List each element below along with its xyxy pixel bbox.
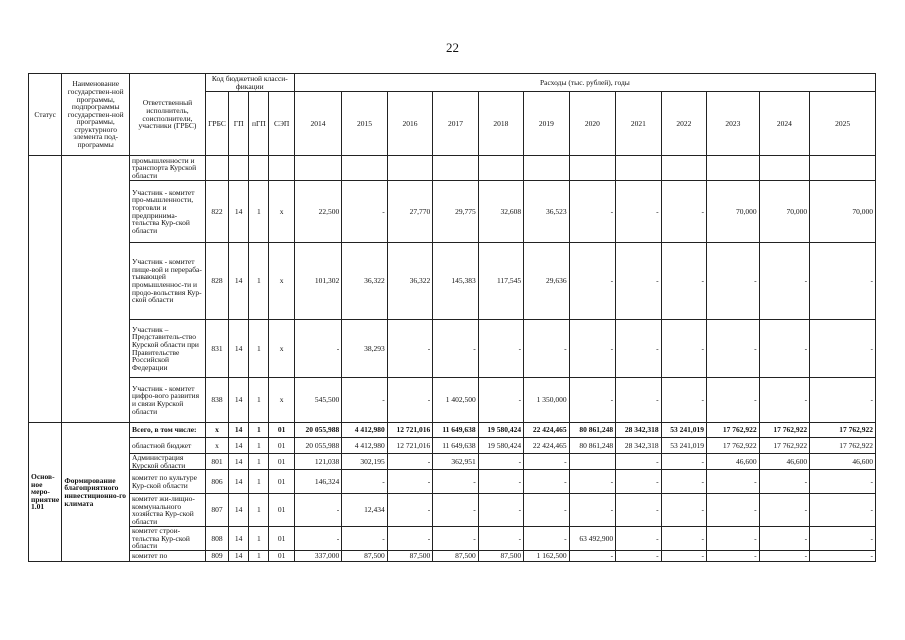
value-cell: - <box>387 494 432 527</box>
value-cell: - <box>294 320 342 378</box>
budget-table <box>28 73 876 562</box>
grbs-cell: х <box>205 438 228 454</box>
value-cell: 29,636 <box>524 243 569 320</box>
value-cell: - <box>661 243 706 320</box>
value-cell: 28 342,318 <box>616 438 661 454</box>
status-cell <box>29 156 62 423</box>
grbs-cell: 831 <box>205 320 228 378</box>
value-cell: 63 492,900 <box>569 527 615 551</box>
value-cell: - <box>569 494 615 527</box>
value-cell: - <box>810 378 876 423</box>
value-cell: 12 721,016 <box>387 423 432 438</box>
header-year: 2020 <box>569 92 615 156</box>
value-cell: - <box>433 527 478 551</box>
table-row <box>29 454 876 470</box>
value-cell: - <box>661 494 706 527</box>
participant-cell: Участник - комитет пище-вой и перераба-тывающей промышленнос-ти и продо-вольствия Кур-ской области <box>130 243 206 320</box>
value-cell: - <box>810 320 876 378</box>
value-cell <box>707 156 760 181</box>
value-cell: - <box>524 470 569 494</box>
value-cell: - <box>616 550 661 561</box>
grbs-cell: 809 <box>205 550 228 561</box>
sep-cell: х <box>269 243 294 320</box>
value-cell: - <box>387 454 432 470</box>
value-cell <box>387 156 432 181</box>
value-cell: 29,775 <box>433 181 478 243</box>
table-row <box>29 378 876 423</box>
value-cell: - <box>433 320 478 378</box>
value-cell: - <box>810 470 876 494</box>
value-cell: - <box>342 181 387 243</box>
value-cell: - <box>616 181 661 243</box>
value-cell <box>810 156 876 181</box>
sep-cell: 01 <box>269 438 294 454</box>
gp-cell <box>229 156 249 181</box>
value-cell: 80 861,248 <box>569 438 615 454</box>
gp-cell: 14 <box>229 527 249 551</box>
value-cell: - <box>661 470 706 494</box>
value-cell <box>569 454 615 470</box>
value-cell: - <box>707 550 760 561</box>
value-cell: 22 424,465 <box>524 438 569 454</box>
value-cell <box>524 156 569 181</box>
value-cell: 70,000 <box>759 181 810 243</box>
header-year: 2022 <box>661 92 706 156</box>
value-cell: 146,324 <box>294 470 342 494</box>
participant-cell: областной бюджет <box>130 438 206 454</box>
value-cell: - <box>433 494 478 527</box>
header-code: СЭП <box>269 92 294 156</box>
value-cell: - <box>569 470 615 494</box>
grbs-cell: 838 <box>205 378 228 423</box>
value-cell: 145,383 <box>433 243 478 320</box>
value-cell: - <box>810 494 876 527</box>
value-cell: - <box>387 470 432 494</box>
table-row <box>29 438 876 454</box>
value-cell: - <box>661 454 706 470</box>
header-status: Статус <box>29 74 62 156</box>
value-cell: 17 762,922 <box>810 438 876 454</box>
value-cell: 36,322 <box>342 243 387 320</box>
value-cell: 545,500 <box>294 378 342 423</box>
participant-cell: промышленности и транспорта Курской области <box>130 156 206 181</box>
participant-cell: Администрация Курской области <box>130 454 206 470</box>
value-cell: - <box>759 494 810 527</box>
program-name-cell <box>62 156 130 423</box>
value-cell: - <box>569 320 615 378</box>
value-cell: - <box>759 550 810 561</box>
value-cell: 337,000 <box>294 550 342 561</box>
value-cell: - <box>524 494 569 527</box>
table-row <box>29 320 876 378</box>
grbs-cell: 822 <box>205 181 228 243</box>
value-cell: - <box>616 378 661 423</box>
value-cell: 28 342,318 <box>616 423 661 438</box>
value-cell: - <box>759 320 810 378</box>
value-cell: 117,545 <box>478 243 523 320</box>
value-cell: 101,302 <box>294 243 342 320</box>
value-cell: 70,000 <box>810 181 876 243</box>
gp-cell: 14 <box>229 378 249 423</box>
value-cell: 38,293 <box>342 320 387 378</box>
value-cell <box>478 156 523 181</box>
sep-cell: 01 <box>269 527 294 551</box>
value-cell: - <box>661 320 706 378</box>
grbs-cell: х <box>205 423 228 438</box>
value-cell: 87,500 <box>478 550 523 561</box>
pgp-cell: 1 <box>249 550 269 561</box>
value-cell: - <box>661 550 706 561</box>
page-number: 22 <box>446 40 459 55</box>
value-cell: - <box>387 527 432 551</box>
value-cell: - <box>342 378 387 423</box>
grbs-cell <box>205 156 228 181</box>
participant-cell: комитет жи-лищно-коммунального хозяйства Кур-ской области <box>130 494 206 527</box>
sep-cell: 01 <box>269 494 294 527</box>
value-cell: 46,600 <box>707 454 760 470</box>
value-cell: - <box>810 550 876 561</box>
header-expenses-group: Расходы (тыс. рублей), годы <box>294 74 875 92</box>
gp-cell: 14 <box>229 423 249 438</box>
sep-cell: х <box>269 378 294 423</box>
table-row <box>29 181 876 243</box>
value-cell: 4 412,980 <box>342 438 387 454</box>
value-cell: 302,195 <box>342 454 387 470</box>
grbs-cell: 801 <box>205 454 228 470</box>
pgp-cell: 1 <box>249 470 269 494</box>
sep-cell: х <box>269 181 294 243</box>
participant-cell: комитет строи-тельства Кур-ской области <box>130 527 206 551</box>
participant-cell: Участник - комитет про-мышленности, торговли и предпринима-тельства Кур-ской области <box>130 181 206 243</box>
value-cell: - <box>478 320 523 378</box>
value-cell: 46,600 <box>810 454 876 470</box>
header-code: пГП <box>249 92 269 156</box>
value-cell: 17 762,922 <box>759 423 810 438</box>
value-cell: 20 055,988 <box>294 438 342 454</box>
value-cell: 4 412,980 <box>342 423 387 438</box>
value-cell <box>569 156 615 181</box>
participant-cell: комитет по культуре Кур-ской области <box>130 470 206 494</box>
value-cell: - <box>433 470 478 494</box>
value-cell: - <box>342 527 387 551</box>
value-cell <box>433 156 478 181</box>
value-cell: - <box>616 470 661 494</box>
value-cell: 17 762,922 <box>707 423 760 438</box>
gp-cell: 14 <box>229 470 249 494</box>
sep-cell <box>269 156 294 181</box>
value-cell: 80 861,248 <box>569 423 615 438</box>
header-year: 2016 <box>387 92 432 156</box>
header-code: ГРБС <box>205 92 228 156</box>
value-cell: - <box>569 243 615 320</box>
gp-cell: 14 <box>229 494 249 527</box>
value-cell: 1 162,500 <box>524 550 569 561</box>
pgp-cell: 1 <box>249 438 269 454</box>
pgp-cell: 1 <box>249 378 269 423</box>
value-cell: 46,600 <box>759 454 810 470</box>
value-cell: - <box>759 378 810 423</box>
gp-cell: 14 <box>229 181 249 243</box>
header-code: ГП <box>229 92 249 156</box>
header-year: 2025 <box>810 92 876 156</box>
gp-cell: 14 <box>229 438 249 454</box>
value-cell: - <box>524 454 569 470</box>
grbs-cell: 808 <box>205 527 228 551</box>
sep-cell: 01 <box>269 454 294 470</box>
grbs-cell: 807 <box>205 494 228 527</box>
pgp-cell: 1 <box>249 527 269 551</box>
header-year: 2021 <box>616 92 661 156</box>
header-program-name: Наименование государствен-ной программы, подпрограммы государствен-ной программы, структурного элемента под-программы <box>62 74 130 156</box>
value-cell: 36,523 <box>524 181 569 243</box>
pgp-cell <box>249 156 269 181</box>
value-cell: 12 721,016 <box>387 438 432 454</box>
sep-cell: 01 <box>269 423 294 438</box>
value-cell: 53 241,019 <box>661 438 706 454</box>
value-cell: - <box>759 470 810 494</box>
value-cell: - <box>387 320 432 378</box>
header-responsible: Ответственный исполнитель, соисполнители, участники (ГРБС) <box>130 74 206 156</box>
value-cell: - <box>478 494 523 527</box>
value-cell: - <box>616 454 661 470</box>
value-cell: - <box>478 378 523 423</box>
value-cell: 70,000 <box>707 181 760 243</box>
value-cell <box>661 156 706 181</box>
value-cell: 362,951 <box>433 454 478 470</box>
value-cell: - <box>342 470 387 494</box>
value-cell: 53 241,019 <box>661 423 706 438</box>
value-cell <box>342 156 387 181</box>
status-cell: Основ-ное меро-приятие 1.01 <box>29 423 62 562</box>
participant-cell: комитет по <box>130 550 206 561</box>
pgp-cell: 1 <box>249 454 269 470</box>
gp-cell: 14 <box>229 243 249 320</box>
value-cell: - <box>707 320 760 378</box>
sep-cell: 01 <box>269 550 294 561</box>
table-row <box>29 494 876 527</box>
value-cell: - <box>661 181 706 243</box>
value-cell: 27,770 <box>387 181 432 243</box>
value-cell: - <box>707 378 760 423</box>
value-cell: - <box>478 470 523 494</box>
value-cell: - <box>707 470 760 494</box>
header-year: 2024 <box>759 92 810 156</box>
value-cell: 22,500 <box>294 181 342 243</box>
value-cell: - <box>569 378 615 423</box>
value-cell: 121,038 <box>294 454 342 470</box>
sep-cell: х <box>269 320 294 378</box>
value-cell: - <box>478 527 523 551</box>
header-year: 2017 <box>433 92 478 156</box>
program-name-cell: Формирование благоприятного инвестиционно-го климата <box>62 423 130 562</box>
value-cell: - <box>707 527 760 551</box>
value-cell: - <box>387 378 432 423</box>
value-cell: 1 402,500 <box>433 378 478 423</box>
grbs-cell: 806 <box>205 470 228 494</box>
value-cell <box>294 156 342 181</box>
value-cell: - <box>478 454 523 470</box>
header-code-group: Код бюджетной класси-фикации <box>205 74 294 92</box>
value-cell: - <box>810 527 876 551</box>
value-cell: 17 762,922 <box>759 438 810 454</box>
pgp-cell: 1 <box>249 243 269 320</box>
gp-cell: 14 <box>229 550 249 561</box>
participant-cell: Участник - комитет цифро-вого развития и связи Курской области <box>130 378 206 423</box>
sep-cell: 01 <box>269 470 294 494</box>
value-cell: 11 649,638 <box>433 423 478 438</box>
value-cell: 32,608 <box>478 181 523 243</box>
value-cell: - <box>759 243 810 320</box>
pgp-cell: 1 <box>249 320 269 378</box>
table-row <box>29 550 876 561</box>
value-cell: 20 055,988 <box>294 423 342 438</box>
table-row <box>29 527 876 551</box>
value-cell: - <box>524 320 569 378</box>
header-year: 2015 <box>342 92 387 156</box>
pgp-cell: 1 <box>249 423 269 438</box>
header-year: 2018 <box>478 92 523 156</box>
value-cell: 22 424,465 <box>524 423 569 438</box>
gp-cell: 14 <box>229 454 249 470</box>
value-cell: - <box>294 494 342 527</box>
value-cell: 17 762,922 <box>810 423 876 438</box>
value-cell: 87,500 <box>433 550 478 561</box>
value-cell: - <box>294 527 342 551</box>
table-row <box>29 470 876 494</box>
value-cell: - <box>759 527 810 551</box>
value-cell: - <box>569 181 615 243</box>
value-cell: - <box>810 243 876 320</box>
value-cell: 19 580,424 <box>478 423 523 438</box>
value-cell: - <box>616 243 661 320</box>
pgp-cell: 1 <box>249 494 269 527</box>
pgp-cell: 1 <box>249 181 269 243</box>
value-cell: - <box>707 494 760 527</box>
participant-cell: Участник – Представитель-ство Курской области при Правительстве Российской Федерации <box>130 320 206 378</box>
value-cell: 1 350,000 <box>524 378 569 423</box>
value-cell: 11 649,638 <box>433 438 478 454</box>
value-cell: 87,500 <box>342 550 387 561</box>
value-cell: - <box>616 494 661 527</box>
value-cell <box>759 156 810 181</box>
header-year: 2019 <box>524 92 569 156</box>
table-row <box>29 243 876 320</box>
value-cell: 12,434 <box>342 494 387 527</box>
value-cell: 87,500 <box>387 550 432 561</box>
value-cell: - <box>661 527 706 551</box>
grbs-cell: 828 <box>205 243 228 320</box>
value-cell: 36,322 <box>387 243 432 320</box>
value-cell <box>616 156 661 181</box>
gp-cell: 14 <box>229 320 249 378</box>
table-row <box>29 156 876 181</box>
participant-cell: Всего, в том числе: <box>130 423 206 438</box>
header-year: 2014 <box>294 92 342 156</box>
value-cell: 19 580,424 <box>478 438 523 454</box>
header-year: 2023 <box>707 92 760 156</box>
value-cell: - <box>616 320 661 378</box>
value-cell: - <box>661 378 706 423</box>
value-cell: - <box>707 243 760 320</box>
value-cell: - <box>616 527 661 551</box>
table-row <box>29 423 876 438</box>
value-cell: 17 762,922 <box>707 438 760 454</box>
value-cell: - <box>569 550 615 561</box>
value-cell: - <box>524 527 569 551</box>
